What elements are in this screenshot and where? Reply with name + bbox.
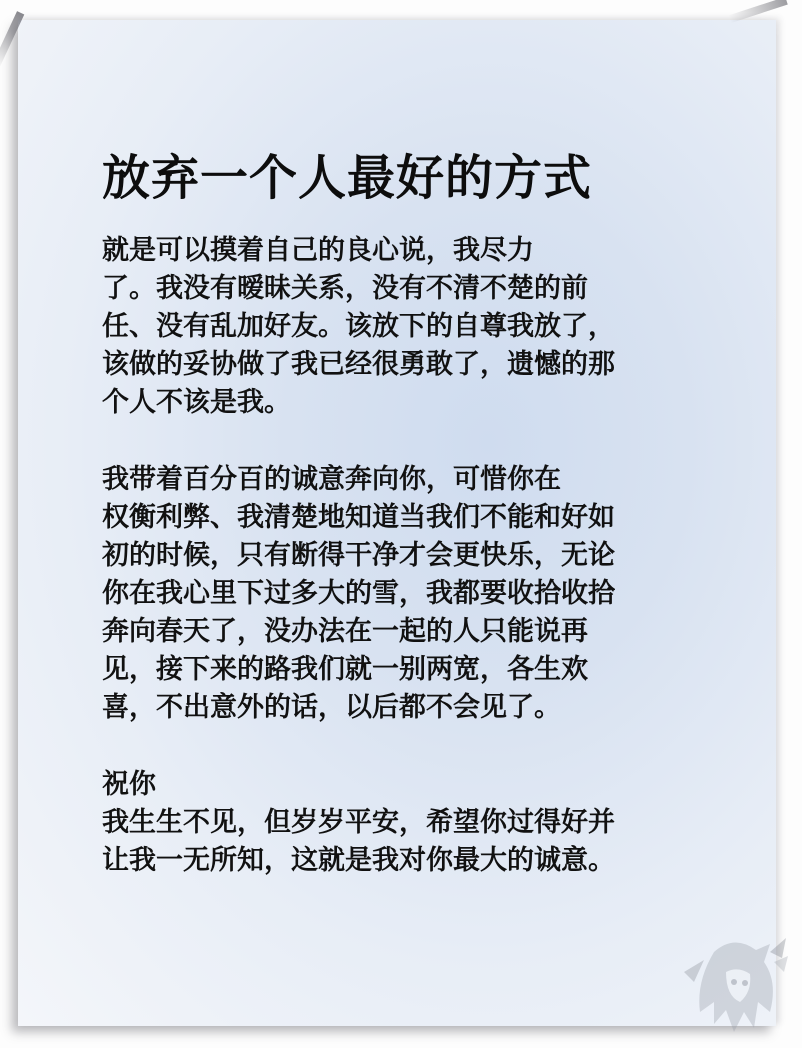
text-line: 你在我心里下过多大的雪，我都要收拾收拾 bbox=[102, 578, 615, 609]
text-line: 任、没有乱加好友。该放下的自尊我放了， bbox=[102, 311, 615, 342]
text-line: 就是可以摸着自己的良心说，我尽力 bbox=[102, 235, 534, 266]
text-line: 我带着百分百的诚意奔向你，可惜你在 bbox=[102, 464, 561, 495]
page-title: 放弃一个人最好的方式 bbox=[102, 150, 593, 206]
article-body bbox=[102, 232, 692, 919]
text-line: 了。我没有暧昧关系，没有不清不楚的前 bbox=[102, 273, 588, 304]
text-line: 让我一无所知，这就是我对你最大的诚意。 bbox=[102, 845, 615, 876]
text-line: 见，接下来的路我们就一别两宽，各生欢 bbox=[102, 654, 588, 685]
paragraph-1 bbox=[102, 232, 692, 422]
text-line: 个人不该是我。 bbox=[102, 387, 291, 418]
text-line: 初的时候，只有断得干净才会更快乐，无论 bbox=[102, 540, 615, 571]
paragraph-2 bbox=[102, 461, 692, 727]
text-line: 该做的妥协做了我已经很勇敢了，遗憾的那 bbox=[102, 349, 615, 380]
text-line: 喜，不出意外的话，以后都不会见了。 bbox=[102, 692, 561, 723]
text-line: 祝你 bbox=[102, 769, 156, 800]
text-card bbox=[18, 20, 776, 1026]
text-line: 权衡利弊、我清楚地知道当我们不能和好如 bbox=[102, 502, 615, 533]
anime-girl-watermark-icon bbox=[674, 932, 794, 1042]
text-line: 我生生不见，但岁岁平安，希望你过得好并 bbox=[102, 807, 615, 838]
paragraph-3 bbox=[102, 766, 692, 880]
text-line: 奔向春天了，没办法在一起的人只能说再 bbox=[102, 616, 588, 647]
